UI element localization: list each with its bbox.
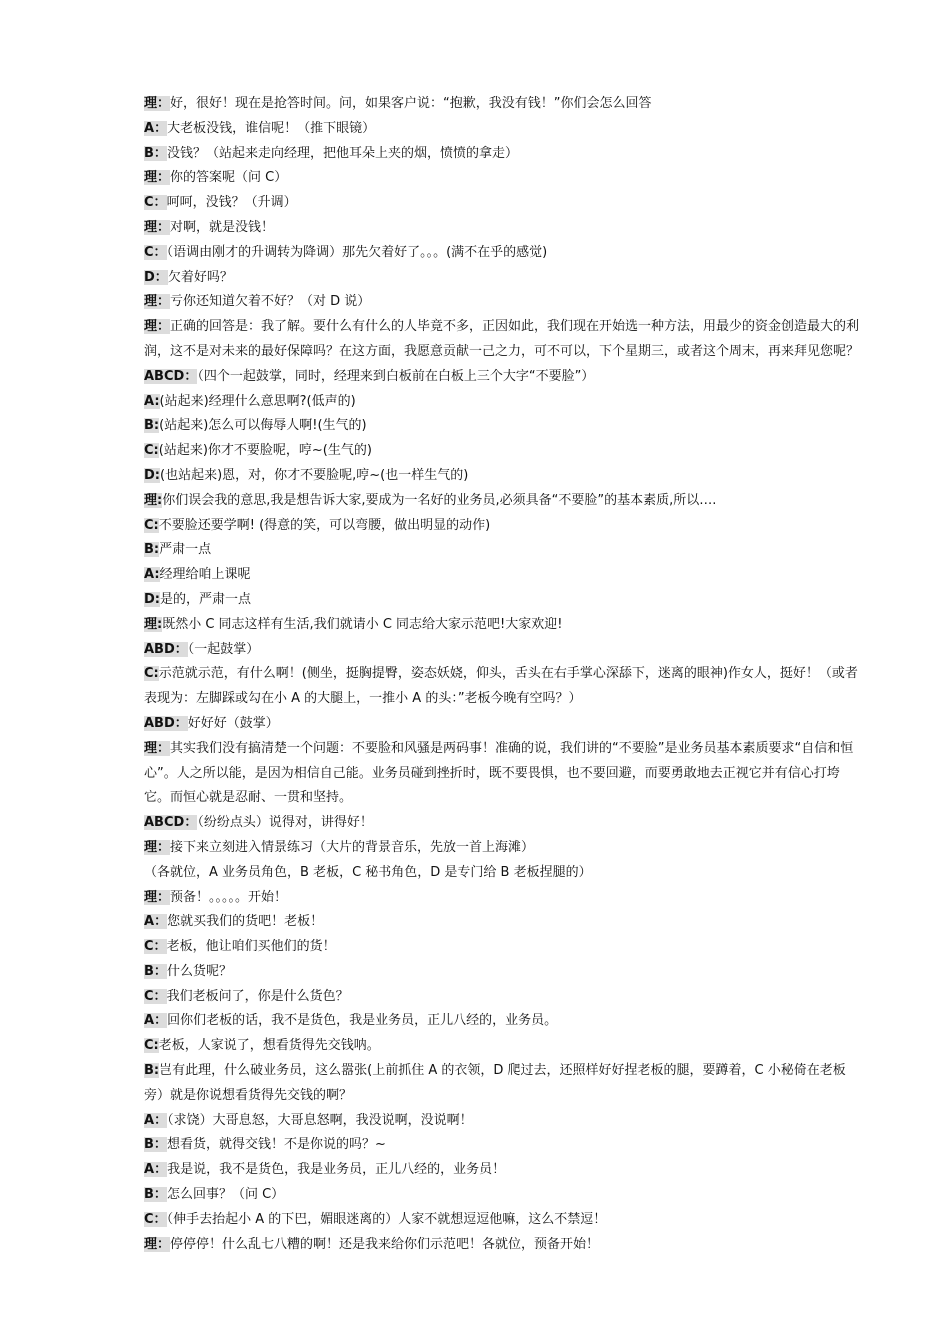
speaker-separator: : bbox=[153, 517, 159, 533]
dialogue-text: 老板，他让咱们买他们的货！ bbox=[166, 939, 336, 955]
dialogue-line bbox=[144, 538, 864, 563]
speaker-separator: : bbox=[153, 666, 159, 682]
dialogue-line bbox=[144, 489, 864, 514]
dialogue-text: 正确的回答是：我了解。要什么有什么的人毕竟不多，正因如此，我们现在开始选一种方法，用最少的资金创造最大的利润，这不是对未来的最好保障吗？在这方面，我愿意贡献一己之力，可不可以，下个星期三，或者这个周末，再来拜见您呢？ bbox=[144, 319, 860, 359]
dialogue-line bbox=[144, 836, 864, 861]
dialogue-line bbox=[144, 464, 864, 489]
speaker-separator: : bbox=[153, 418, 160, 434]
speaker-label: C bbox=[144, 939, 154, 955]
dialogue-text: 接下来立刻进入情景练习（大片的背景音乐，先放一首上海滩） bbox=[170, 839, 535, 855]
dialogue-text: 是的，严肃一点 bbox=[160, 591, 252, 607]
dialogue-line bbox=[144, 910, 864, 935]
dialogue-text: 你们误会我的意思,我是想告诉大家,要成为一名好的业务员,必须具备“不要脸”的基本素质,所以…. bbox=[162, 492, 717, 508]
speaker-separator: ： bbox=[153, 1211, 167, 1227]
speaker-label: B bbox=[144, 542, 154, 558]
dialogue-line bbox=[144, 737, 864, 811]
dialogue-line bbox=[144, 1034, 864, 1059]
speaker-label: A bbox=[144, 1162, 155, 1178]
dialogue-text: 我们老板问了，你是什么货色？ bbox=[166, 988, 349, 1004]
dialogue-line bbox=[144, 712, 864, 737]
dialogue-text: （纷纷点头）说得对，讲得好！ bbox=[197, 815, 373, 831]
dialogue-text: 严肃一点 bbox=[159, 542, 212, 558]
dialogue-text: 你的答案呢（问 C） bbox=[170, 170, 288, 186]
dialogue-line bbox=[144, 1109, 864, 1134]
dialogue-text: 怎么回事？（问 C） bbox=[166, 1187, 285, 1203]
speaker-separator: ： bbox=[174, 641, 188, 657]
dialogue-line bbox=[144, 662, 864, 712]
dialogue-text: （伸手去抬起小 A 的下巴，媚眼迷离的）人家不就想逗逗他嘛，这么不禁逗！ bbox=[166, 1211, 607, 1227]
dialogue-text: 什么货呢？ bbox=[166, 963, 232, 979]
dialogue-line bbox=[144, 1009, 864, 1034]
speaker-separator: : bbox=[153, 443, 159, 459]
speaker-separator: ： bbox=[157, 96, 171, 111]
speaker-label: ABCD bbox=[144, 368, 185, 384]
speaker-label: D bbox=[144, 269, 155, 285]
speaker-label: 理 bbox=[144, 96, 158, 111]
dialogue-line bbox=[144, 935, 864, 960]
speaker-label: C bbox=[144, 1211, 154, 1227]
dialogue-line bbox=[144, 92, 864, 117]
speaker-separator: ： bbox=[174, 715, 188, 731]
speaker-separator: : bbox=[153, 1038, 159, 1054]
speaker-separator: : bbox=[154, 467, 160, 483]
dialogue-text: 好好好（鼓掌） bbox=[187, 715, 279, 731]
speaker-label: D bbox=[144, 591, 155, 607]
dialogue-line bbox=[144, 117, 864, 142]
speaker-label: 理 bbox=[144, 889, 158, 905]
speaker-separator: ： bbox=[153, 1187, 167, 1203]
dialogue-line bbox=[144, 315, 864, 365]
dialogue-text: （各就位，A 业务员角色，B 老板，C 秘书角色，D 是专门给 B 老板捏腿的） bbox=[144, 864, 592, 880]
speaker-separator: : bbox=[153, 1063, 160, 1079]
speaker-label: 理 bbox=[144, 1236, 158, 1252]
dialogue-text: 不要脸还要学啊! (得意的笑，可以弯腰，做出明显的动作) bbox=[158, 517, 491, 533]
speaker-separator: ： bbox=[157, 1236, 171, 1252]
speaker-separator: ： bbox=[153, 939, 167, 955]
speaker-label: B bbox=[144, 1187, 154, 1203]
dialogue-line bbox=[144, 1133, 864, 1158]
speaker-label: C bbox=[144, 195, 154, 211]
speaker-separator: ： bbox=[153, 244, 167, 260]
speaker-separator: ： bbox=[154, 1013, 168, 1029]
speaker-separator: ： bbox=[157, 839, 171, 855]
speaker-label: A bbox=[144, 914, 155, 930]
speaker-separator: ： bbox=[154, 1112, 168, 1128]
dialogue-text: （一起鼓掌） bbox=[187, 641, 260, 657]
dialogue-line bbox=[144, 266, 864, 291]
speaker-label: 理 bbox=[144, 616, 158, 632]
dialogue-text: 预备！。。。。。开始！ bbox=[170, 889, 288, 905]
speaker-separator: ： bbox=[157, 170, 171, 186]
speaker-separator: ： bbox=[157, 319, 171, 335]
dialogue-text: (站起来)你才不要脸呢，哼~(生气的) bbox=[158, 443, 372, 459]
dialogue-line bbox=[144, 439, 864, 464]
dialogue-line bbox=[144, 290, 864, 315]
speaker-separator: : bbox=[154, 393, 160, 409]
dialogue-line bbox=[144, 142, 864, 167]
dialogue-text: 好，很好！现在是抢答时间。问，如果客户说：“抱歉，我没有钱！”你们会怎么回答 bbox=[170, 96, 652, 111]
speaker-label: B bbox=[144, 418, 154, 434]
speaker-label: ABD bbox=[144, 641, 175, 657]
speaker-label: ABCD bbox=[144, 815, 185, 831]
dialogue-text: 既然小 C 同志这样有生活,我们就请小 C 同志给大家示范吧!大家欢迎! bbox=[162, 616, 563, 632]
dialogue-text: 对啊，就是没钱！ bbox=[170, 219, 275, 235]
dialogue-line bbox=[144, 166, 864, 191]
dialogue-text: （求饶）大哥息怒，大哥息怒啊，我没说啊，没说啊！ bbox=[167, 1112, 473, 1128]
speaker-separator: ： bbox=[153, 1137, 167, 1153]
dialogue-line bbox=[144, 414, 864, 439]
dialogue-text: 岂有此理，什么破业务员，这么嚣张(上前抓住 A 的衣领，D 爬过去，还照样好好捏老板的腿，要蹲着，C 小秘倚在老板旁）就是你说想看货得先交钱的啊？ bbox=[144, 1063, 846, 1103]
speaker-label: 理 bbox=[144, 219, 158, 235]
speaker-separator: ： bbox=[157, 219, 171, 235]
dialogue-text: （四个一起鼓掌，同时，经理来到白板前在白板上三个大字“不要脸”） bbox=[197, 368, 595, 384]
speaker-label: 理 bbox=[144, 492, 158, 508]
dialogue-line bbox=[144, 191, 864, 216]
speaker-separator: ： bbox=[153, 195, 167, 211]
dialogue-text: 停停停！什么乱七八糟的啊！还是我来给你们示范吧！各就位，预备开始！ bbox=[170, 1236, 600, 1252]
dialogue-line bbox=[144, 365, 864, 390]
speaker-separator: ： bbox=[153, 988, 167, 1004]
dialogue-line bbox=[144, 1233, 864, 1258]
speaker-separator: ： bbox=[153, 963, 167, 979]
speaker-label: A bbox=[144, 393, 155, 409]
dialogue-text: 经理给咱上课呢 bbox=[159, 567, 251, 583]
speaker-label: 理 bbox=[144, 740, 158, 756]
speaker-separator: : bbox=[153, 542, 160, 558]
speaker-separator: ： bbox=[157, 294, 171, 310]
speaker-label: A bbox=[144, 1112, 155, 1128]
dialogue-line bbox=[144, 985, 864, 1010]
speaker-separator: ： bbox=[153, 145, 167, 161]
speaker-separator: ： bbox=[157, 740, 171, 756]
speaker-label: C bbox=[144, 988, 154, 1004]
speaker-separator: ： bbox=[157, 889, 171, 905]
dialogue-line bbox=[144, 1158, 864, 1183]
dialogue-text: 示范就示范，有什么啊！(侧坐，挺胸提臀，姿态妖娆，仰头，舌头在右手掌心深舔下，迷离的眼神)作女人，挺好！（或者表现为：左脚踩或勾在小 A 的大腿上，一推小 A 的头：”老板今晚有空吗？） bbox=[144, 666, 858, 707]
speaker-label: C bbox=[144, 666, 154, 682]
dialogue-line bbox=[144, 638, 864, 663]
dialogue-text: 我是说，我不是货色，我是业务员，正儿八经的，业务员！ bbox=[167, 1162, 506, 1178]
speaker-separator: ： bbox=[184, 368, 198, 384]
dialogue-line bbox=[144, 588, 864, 613]
dialogue-line bbox=[144, 886, 864, 911]
dialogue-line bbox=[144, 514, 864, 539]
dialogue-text: 呵呵，没钱？（升调） bbox=[166, 195, 297, 211]
speaker-label: C bbox=[144, 443, 154, 459]
speaker-label: A bbox=[144, 567, 155, 583]
speaker-label: 理 bbox=[144, 170, 158, 186]
dialogue-text: 大老板没钱，谁信呢！（推下眼镜） bbox=[167, 120, 376, 136]
speaker-label: ABD bbox=[144, 715, 175, 731]
dialogue-text: 欠着好吗？ bbox=[167, 269, 233, 285]
speaker-label: A bbox=[144, 120, 155, 136]
dialogue-line bbox=[144, 216, 864, 241]
dialogue-line bbox=[144, 960, 864, 985]
speaker-label: 理 bbox=[144, 319, 158, 335]
speaker-separator: ： bbox=[154, 914, 168, 930]
dialogue-line bbox=[144, 1183, 864, 1208]
dialogue-text: 没钱？（站起来走向经理，把他耳朵上夹的烟，愤愤的拿走） bbox=[166, 145, 518, 161]
dialogue-line bbox=[144, 613, 864, 638]
speaker-label: D bbox=[144, 467, 155, 483]
dialogue-text: 其实我们没有搞清楚一个问题：不要脸和风骚是两码事！准确的说，我们讲的“不要脸”是业务员基本素质要求“自信和恒心”。人之所以能，是因为相信自己能。业务员碰到挫折时，既不要畏惧，也不要回避，而要勇敢地去正视它并有信心打垮它。而恒心就是忍耐、一贯和坚持。 bbox=[144, 740, 854, 806]
speaker-label: B bbox=[144, 145, 154, 161]
dialogue-text: 亏你还知道欠着不好？（对 D 说） bbox=[170, 294, 371, 310]
dialogue-text: （语调由刚才的升调转为降调）那先欠着好了。。。(满不在乎的感觉) bbox=[166, 244, 548, 260]
dialogue-text: (站起来)怎么可以侮辱人啊!(生气的) bbox=[159, 418, 367, 434]
dialogue-line bbox=[144, 861, 864, 886]
dialogue-line bbox=[144, 1059, 864, 1109]
speaker-separator: : bbox=[157, 492, 163, 508]
speaker-label: B bbox=[144, 1063, 154, 1079]
dialogue-text: (也站起来)恩，对，你才不要脸呢,哼~(也一样生气的) bbox=[160, 467, 469, 483]
speaker-separator: ： bbox=[184, 815, 198, 831]
dialogue-text: (站起来)经理什么意思啊?(低声的) bbox=[159, 393, 356, 409]
speaker-label: 理 bbox=[144, 839, 158, 855]
dialogue-line bbox=[144, 563, 864, 588]
dialogue-line bbox=[144, 1208, 864, 1233]
speaker-separator: ： bbox=[154, 120, 168, 136]
speaker-separator: : bbox=[157, 616, 163, 632]
speaker-label: B bbox=[144, 1137, 154, 1153]
dialogue-line bbox=[144, 241, 864, 266]
speaker-label: 理 bbox=[144, 294, 158, 310]
speaker-separator: : bbox=[154, 567, 160, 583]
dialogue-text: 老板，人家说了，想看货得先交钱呐。 bbox=[158, 1038, 380, 1054]
dialogue-line bbox=[144, 811, 864, 836]
dialogue-text: 回你们老板的话，我不是货色，我是业务员，正儿八经的，业务员。 bbox=[167, 1013, 558, 1029]
document-page bbox=[144, 92, 864, 1257]
dialogue-text: 您就买我们的货吧！老板！ bbox=[167, 914, 324, 930]
speaker-separator: : bbox=[154, 591, 160, 607]
speaker-label: C bbox=[144, 517, 154, 533]
speaker-label: C bbox=[144, 244, 154, 260]
speaker-label: A bbox=[144, 1013, 155, 1029]
dialogue-line bbox=[144, 390, 864, 415]
speaker-separator: ： bbox=[154, 269, 168, 285]
speaker-label: B bbox=[144, 963, 154, 979]
speaker-label: C bbox=[144, 1038, 154, 1054]
dialogue-text: 想看货，就得交钱！不是你说的吗？~ bbox=[166, 1137, 386, 1153]
speaker-separator: ： bbox=[154, 1162, 168, 1178]
